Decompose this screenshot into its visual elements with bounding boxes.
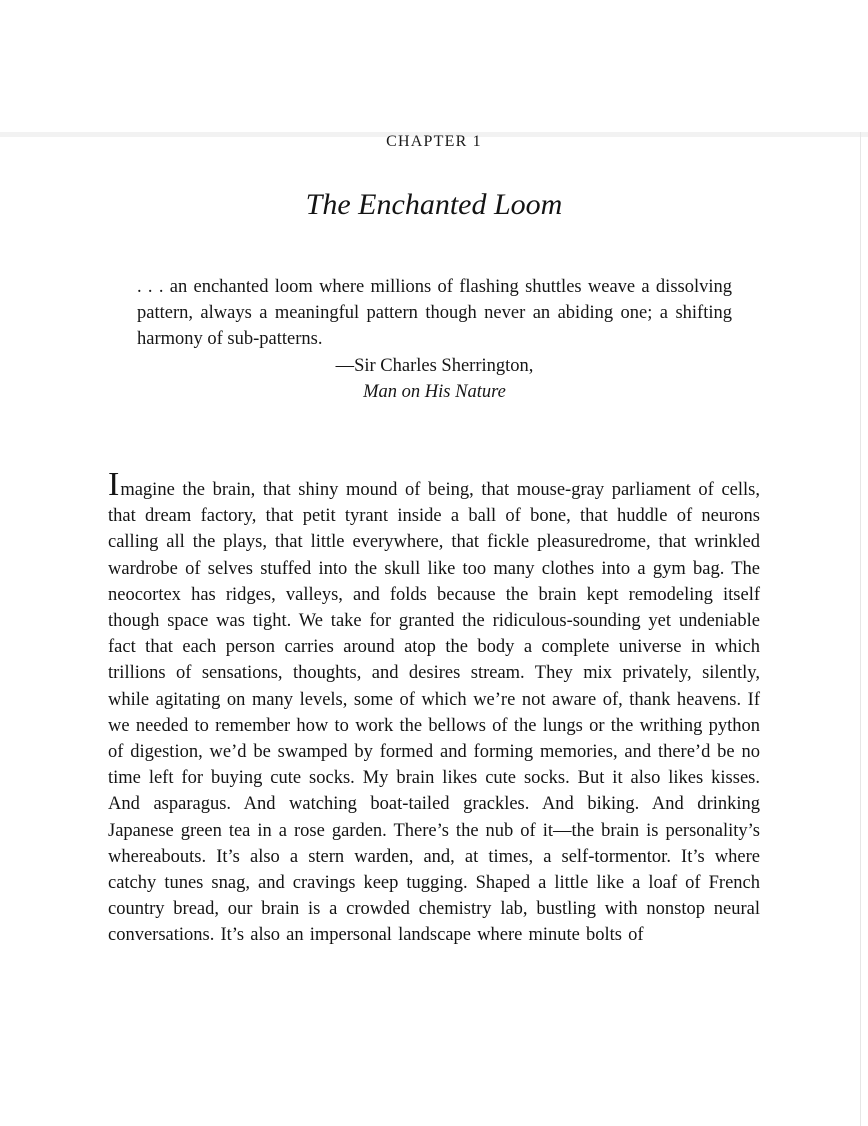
epigraph: [137, 274, 732, 405]
page-content: [0, 132, 868, 949]
chapter-title: The Enchanted Loom: [305, 188, 563, 221]
initial-capital: I: [108, 466, 121, 504]
body-text: magine the brain, that shiny mound of being, that mouse-gray parliament of cells, that dream factory, that petit tyrant inside a ball of bone, that huddle of neurons calling all the plays, that little everywhere, that fickle pleasuredrome, that wrinkled wardrobe of selves stuffed into the skull like too many clothes into a gym bag. The neocortex has ridges, valleys, and folds because the brain kept remodeling itself though space was tight. We take for granted the ridiculous-sounding yet undeniable fact that each person carries around atop the body a complete universe in which trillions of sensations, thoughts, and desires stream. They mix privately, silently, while agitating on many levels, some of which we’re not aware of, thank heavens. If we needed to remember how to work the bellows of the lungs or the writhing python of digestion, we’d be swamped by formed and forming memories, and there’d be no time left for buying cute socks. My brain likes cute socks. But it also likes kisses. And asparagus. And watching boat-tailed grackles. And biking. And drinking Japanese green tea in a rose garden. There’s the nub of it—the brain is personality’s whereabouts. It’s also a stern warden, and, at times, a self-tormentor. It’s where catchy tunes snag, and cravings keep tugging. Shaped a little like a loaf of French country bread, our brain is a crowded chemistry lab, bustling with nonstop neural conversations. It’s also an impersonal landscape where minute bolts of: [108, 480, 760, 946]
chapter-label: CHAPTER 1: [386, 133, 482, 150]
body-paragraph: [108, 466, 760, 949]
epigraph-attribution: —Sir Charles Sherrington,: [335, 355, 534, 376]
epigraph-text: . . . an enchanted loom where millions of flashing shuttles weave a dissolving pattern, always a meaningful pattern though never an abiding one; a shifting harmony of sub-patterns.: [137, 277, 732, 350]
epigraph-source: Man on His Nature: [363, 381, 506, 402]
book-page: [0, 132, 868, 1126]
